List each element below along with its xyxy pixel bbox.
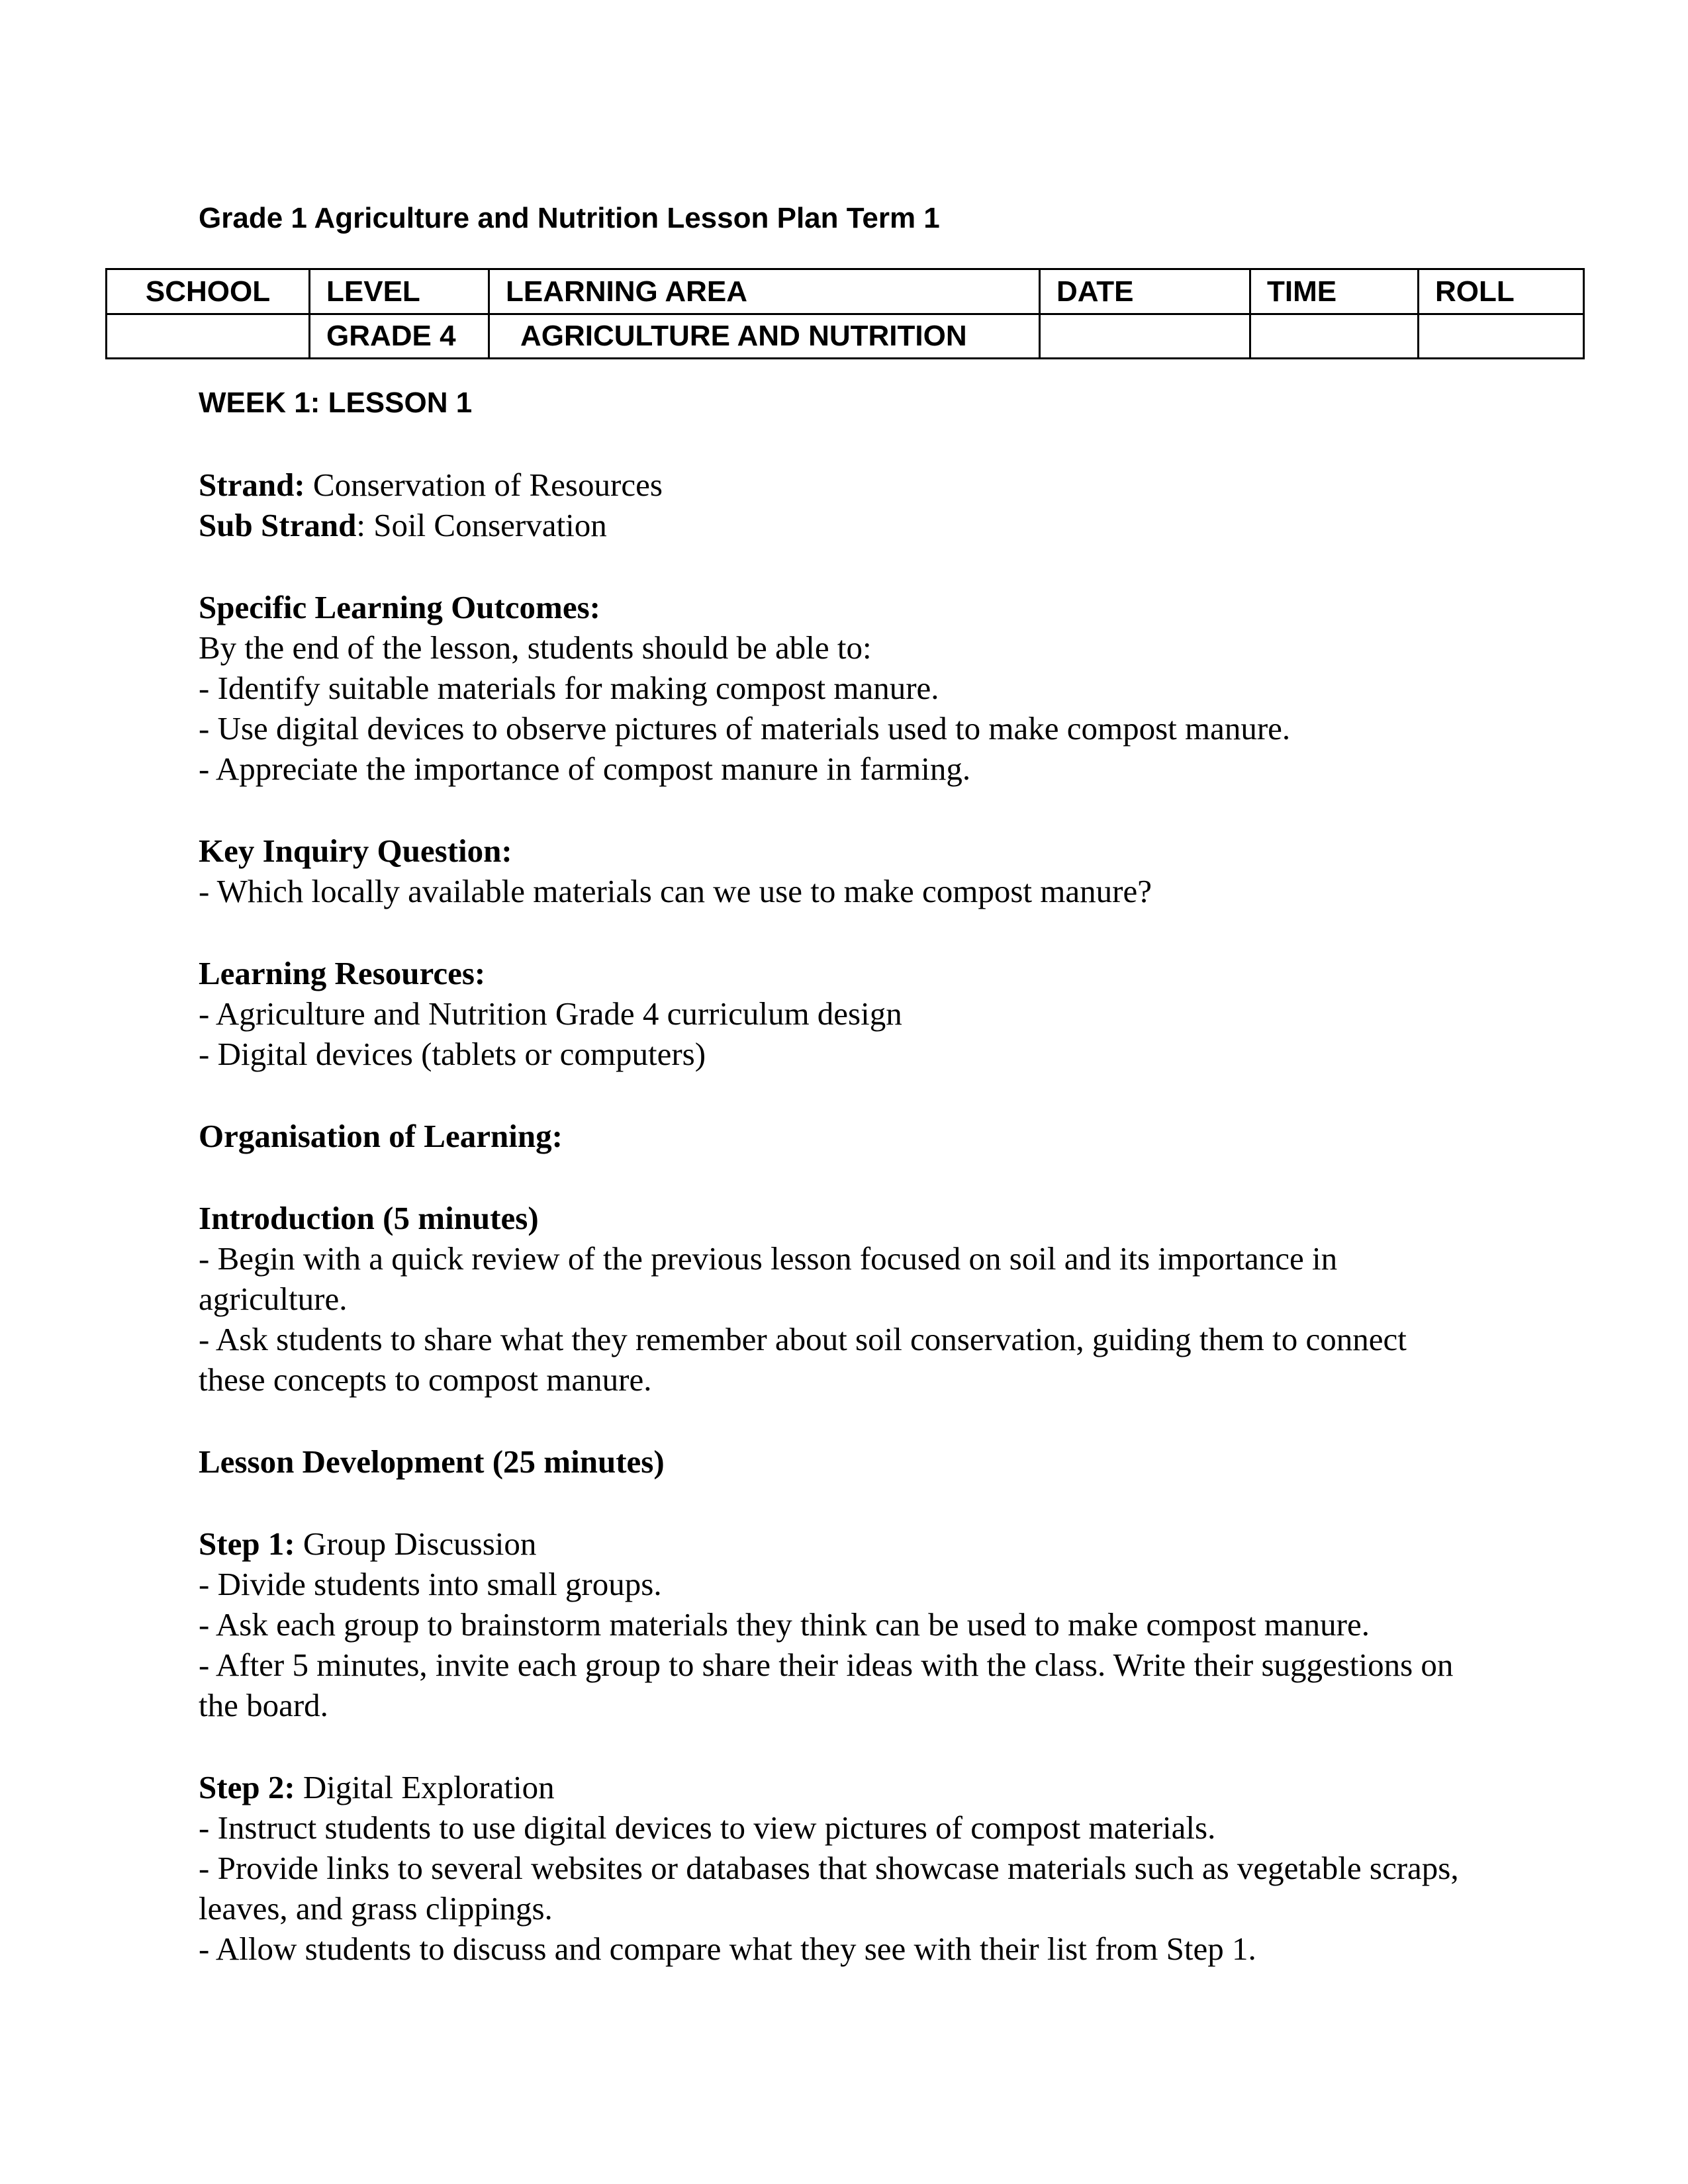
lesson-info-table: [105, 268, 1585, 359]
step-1-section: [199, 1524, 1595, 1725]
text-line: leaves, and grass clippings.: [199, 1890, 553, 1927]
text-line: - After 5 minutes, invite each group to share their ideas with the class. Write their suggestions on: [199, 1647, 1454, 1683]
text-line: Learning Resources:: [199, 955, 486, 991]
text-line: Key Inquiry Question:: [199, 833, 512, 869]
text-line: - Digital devices (tablets or computers): [199, 1036, 706, 1072]
text-line: the board.: [199, 1687, 328, 1723]
text-line: - Ask students to share what they remember about soil conservation, guiding them to connect: [199, 1321, 1407, 1357]
text-line: - Allow students to discuss and compare what they see with their list from Step 1.: [199, 1931, 1256, 1967]
learning-resources: [199, 953, 1595, 1074]
document-body: [199, 383, 1595, 1969]
header-cell-school: SCHOOL: [107, 269, 310, 314]
header-cell-time: TIME: [1250, 269, 1419, 314]
text-line: Sub Strand: Soil Conservation: [199, 507, 607, 543]
cell-date-value: [1040, 314, 1250, 359]
cell-level-value: GRADE 4: [310, 314, 489, 359]
specific-learning-outcomes: [199, 587, 1595, 789]
text-line: Strand: Conservation of Resources: [199, 467, 663, 503]
text-line: Lesson Development (25 minutes): [199, 1443, 665, 1480]
cell-learning-area-value: AGRICULTURE AND NUTRITION: [489, 314, 1040, 359]
strand-paragraph: [199, 465, 1595, 545]
text-line: - Use digital devices to observe pictures of materials used to make compost manure.: [199, 710, 1291, 747]
text-line: - Ask each group to brainstorm materials they think can be used to make compost manure.: [199, 1606, 1370, 1643]
text-line: - Provide links to several websites or databases that showcase materials such as vegetable scraps,: [199, 1850, 1459, 1886]
text-line: - Agriculture and Nutrition Grade 4 curriculum design: [199, 995, 902, 1032]
cell-roll-value: [1419, 314, 1584, 359]
text-line: - Divide students into small groups.: [199, 1566, 662, 1602]
cell-school-value: [107, 314, 310, 359]
lesson-development-heading: [199, 1441, 1595, 1482]
text-line: - Identify suitable materials for making compost manure.: [199, 670, 939, 706]
cell-time-value: [1250, 314, 1419, 359]
key-inquiry-question: [199, 831, 1595, 911]
text-line: WEEK 1: LESSON 1: [199, 387, 473, 419]
text-line: Specific Learning Outcomes:: [199, 589, 600, 625]
text-line: - Which locally available materials can we use to make compost manure?: [199, 873, 1152, 909]
header-cell-roll: ROLL: [1419, 269, 1584, 314]
text-line: Organisation of Learning:: [199, 1118, 563, 1154]
organisation-of-learning-heading: [199, 1116, 1595, 1156]
header-cell-date: DATE: [1040, 269, 1250, 314]
table-value-row: [107, 314, 1584, 359]
step-2-section: [199, 1767, 1595, 1969]
header-cell-level: LEVEL: [310, 269, 489, 314]
text-line: Step 2: Digital Exploration: [199, 1769, 555, 1805]
text-line: - Instruct students to use digital devices to view pictures of compost materials.: [199, 1809, 1216, 1846]
introduction-section: [199, 1198, 1595, 1400]
text-line: - Appreciate the importance of compost manure in farming.: [199, 751, 971, 787]
text-line: agriculture.: [199, 1281, 348, 1317]
text-line: these concepts to compost manure.: [199, 1361, 652, 1398]
text-line: By the end of the lesson, students should be able to:: [199, 629, 872, 666]
text-line: Step 1: Group Discussion: [199, 1525, 537, 1562]
table-header-row: [107, 269, 1584, 314]
page-title: Grade 1 Agriculture and Nutrition Lesson Plan Term 1: [199, 202, 940, 234]
header-cell-learning-area: LEARNING AREA: [489, 269, 1040, 314]
week-heading: [199, 383, 1595, 423]
text-line: - Begin with a quick review of the previous lesson focused on soil and its importance in: [199, 1240, 1338, 1277]
text-line: Introduction (5 minutes): [199, 1200, 539, 1236]
